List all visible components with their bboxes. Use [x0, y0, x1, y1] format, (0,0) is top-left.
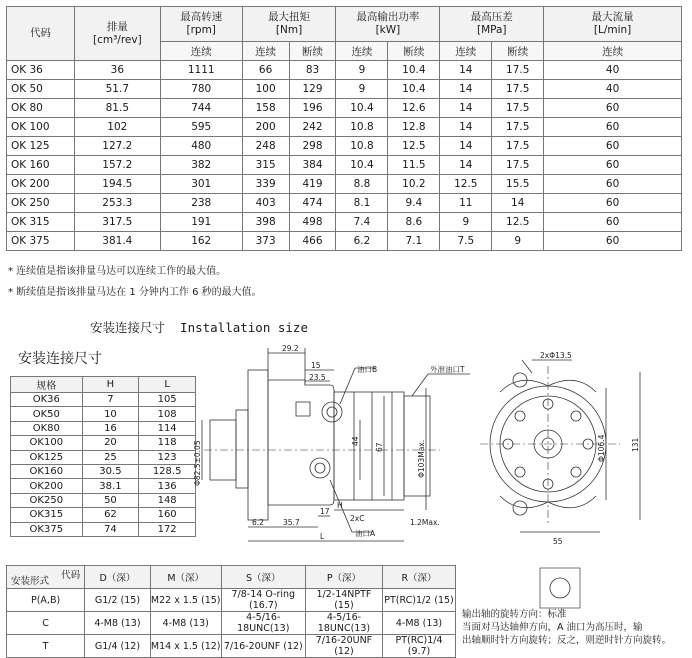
hl-row-cell: 25: [82, 450, 139, 464]
port-corner-bottom: 安装形式: [11, 576, 50, 587]
dim-h: H: [337, 501, 343, 510]
port-corner-top: 代码: [61, 570, 81, 581]
spec-row: [7, 99, 682, 118]
drain-port-side: [296, 402, 310, 416]
hl-row-cell: OK250: [11, 493, 83, 507]
spec-row-cell: 191: [160, 213, 242, 232]
dim-2x13-5: 2xΦ13.5: [540, 351, 572, 360]
spec-row-cell: 12.5: [388, 137, 440, 156]
spec-row-cell: 10.4: [388, 61, 440, 80]
spec-row-cell: 60: [544, 232, 682, 251]
spec-row-cell: 200: [242, 118, 289, 137]
port-row-cell: 7/16-20UNF (12): [221, 635, 305, 658]
spec-row: [7, 118, 682, 137]
header-max-pressure-unit: [MPa]: [476, 24, 507, 36]
spec-row-cell: 81.5: [74, 99, 160, 118]
hl-row-cell: 148: [139, 493, 196, 507]
install-subheading: 安装连接尺寸: [18, 351, 102, 367]
header-max-speed-label: 最高转速: [180, 11, 223, 23]
port-corner: [7, 566, 85, 589]
spec-row-cell: 17.5: [492, 80, 544, 99]
spec-row-cell: 196: [289, 99, 336, 118]
spec-row-cell: 102: [74, 118, 160, 137]
shaft-shoulder: [236, 410, 248, 488]
spec-row-cell: 381.4: [74, 232, 160, 251]
port-header: M（深）: [150, 566, 221, 589]
hl-row: [11, 479, 196, 493]
spec-row-cell: 9: [336, 80, 388, 99]
spec-row: [7, 156, 682, 175]
hl-row-cell: OK375: [11, 522, 83, 536]
spec-row-cell: 12.5: [492, 213, 544, 232]
spec-row: [7, 194, 682, 213]
rotation-note-line3: 出轴顺时针方向旋转；反之，则逆时针方向旋转。: [462, 635, 672, 646]
spec-row-cell: 14: [492, 194, 544, 213]
spec-row-cell: 12.8: [388, 118, 440, 137]
spec-row-cell: OK 375: [7, 232, 75, 251]
install-heading: 安装连接尺寸 Installation size: [90, 320, 308, 335]
header-displacement-label: 排量: [106, 20, 128, 33]
hl-row-cell: 74: [82, 522, 139, 536]
port-table: [6, 565, 456, 658]
spec-row-cell: 10.2: [388, 175, 440, 194]
spec-row-cell: 339: [242, 175, 289, 194]
spec-row-cell: 373: [242, 232, 289, 251]
spec-row-cell: 10.8: [336, 118, 388, 137]
sub-intermittent: 断续: [388, 42, 440, 61]
dim-6-2: 6.2: [252, 518, 264, 527]
spec-row-cell: 11.5: [388, 156, 440, 175]
spec-row-cell: 780: [160, 80, 242, 99]
spec-row-cell: 6.2: [336, 232, 388, 251]
spec-table-body: [7, 61, 682, 251]
sub-intermittent: 断续: [492, 42, 544, 61]
header-code: 代码: [7, 7, 75, 61]
spec-row-cell: 127.2: [74, 137, 160, 156]
spec-row-cell: 14: [440, 61, 492, 80]
hl-row: [11, 508, 196, 522]
spec-row-cell: OK 125: [7, 137, 75, 156]
dim-17: 17: [320, 507, 330, 516]
spec-row-cell: 10.4: [388, 80, 440, 99]
spec-row-cell: 14: [440, 80, 492, 99]
spec-row: [7, 213, 682, 232]
motor-body: [268, 380, 334, 505]
hl-row-cell: 128.5: [139, 464, 196, 478]
header-max-torque-label: 最大扭矩: [268, 11, 311, 23]
spec-row: [7, 232, 682, 251]
spec-row-cell: 474: [289, 194, 336, 213]
sub-continuous: 连续: [242, 42, 289, 61]
hl-header: H: [82, 377, 139, 393]
spec-row-cell: OK 160: [7, 156, 75, 175]
spec-row-cell: 744: [160, 99, 242, 118]
hl-row: [11, 464, 196, 478]
port-row-cell: PT(RC)1/4 (9.7): [383, 635, 456, 658]
spec-row-cell: 298: [289, 137, 336, 156]
spec-row-cell: 40: [544, 61, 682, 80]
dim-1-2max: 1.2Max.: [410, 518, 440, 527]
note-continuous: * 连续值是指该排量马达可以连续工作的最大值。: [8, 266, 227, 277]
port-row-cell: 4-M8 (13): [150, 612, 221, 635]
spec-row-cell: 9: [440, 213, 492, 232]
spec-row-cell: 60: [544, 156, 682, 175]
hl-table-header: [11, 377, 196, 393]
rotation-note-line1: 输出轴的旋转方向：标准: [462, 609, 567, 620]
port-row-cell: M22 x 1.5 (15): [150, 589, 221, 612]
spec-row-cell: 8.1: [336, 194, 388, 213]
hl-row: [11, 421, 196, 435]
spec-row-cell: OK 80: [7, 99, 75, 118]
spec-row-cell: OK 50: [7, 80, 75, 99]
dim-82-5: Φ82.5±0.05: [193, 440, 202, 486]
hl-row: [11, 450, 196, 464]
spec-row-cell: 317.5: [74, 213, 160, 232]
dim-23-5: 23.5: [309, 373, 326, 382]
spec-row-cell: 301: [160, 175, 242, 194]
hl-row-cell: OK100: [11, 436, 83, 450]
hl-row-cell: 16: [82, 421, 139, 435]
spec-row-cell: 17.5: [492, 118, 544, 137]
hl-row-cell: OK200: [11, 479, 83, 493]
spec-row: [7, 80, 682, 99]
sub-continuous: 连续: [544, 42, 682, 61]
spec-row-cell: OK 250: [7, 194, 75, 213]
header-max-torque: [242, 7, 336, 42]
hl-row-cell: OK315: [11, 508, 83, 522]
spec-row-cell: 17.5: [492, 137, 544, 156]
spec-row-cell: 242: [289, 118, 336, 137]
port-header: P（深）: [305, 566, 382, 589]
dim-2xc: 2xC: [350, 514, 365, 523]
spec-row-cell: 40: [544, 80, 682, 99]
hl-row-cell: OK80: [11, 421, 83, 435]
dim-131: 131: [631, 437, 640, 452]
spec-row-cell: 10.8: [336, 137, 388, 156]
sub-continuous: 连续: [160, 42, 242, 61]
port-row-cell: 7/16-20UNF (12): [305, 635, 382, 658]
header-max-speed-unit: [rpm]: [186, 24, 216, 36]
spec-row-cell: 14: [440, 118, 492, 137]
port-row: [7, 589, 456, 612]
spec-row-cell: 8.6: [388, 213, 440, 232]
header-displacement-unit: [cm³/rev]: [92, 33, 142, 46]
spec-row-cell: 14: [440, 156, 492, 175]
spec-row-cell: 60: [544, 194, 682, 213]
hl-row-cell: 136: [139, 479, 196, 493]
spec-row-cell: 12.6: [388, 99, 440, 118]
port-row-cell: G1/2 (15): [85, 589, 151, 612]
spec-row-cell: 60: [544, 175, 682, 194]
spec-row-cell: 9.4: [388, 194, 440, 213]
spec-row-cell: 60: [544, 99, 682, 118]
hl-row-cell: 108: [139, 407, 196, 421]
hl-row: [11, 522, 196, 536]
spec-row-cell: 253.3: [74, 194, 160, 213]
port-b-side: [322, 402, 342, 422]
hl-row-cell: 62: [82, 508, 139, 522]
hl-row-cell: 7: [82, 393, 139, 407]
spec-row: [7, 61, 682, 80]
rotation-note-line2: 当面对马达轴伸方向，A 油口为高压时，输: [462, 622, 643, 633]
hl-row-cell: 10: [82, 407, 139, 421]
spec-row-cell: 498: [289, 213, 336, 232]
mounting-flange: [248, 370, 268, 520]
hl-table: [10, 376, 196, 537]
port-row-cell: 4-5/16-18UNC(13): [221, 612, 305, 635]
rotor-housing: [334, 392, 404, 500]
hl-row: [11, 436, 196, 450]
spec-row-cell: 7.4: [336, 213, 388, 232]
spec-row-cell: 162: [160, 232, 242, 251]
spec-row-cell: 398: [242, 213, 289, 232]
spec-row-cell: 129: [289, 80, 336, 99]
spec-table: [6, 6, 682, 251]
spec-row-cell: 595: [160, 118, 242, 137]
spec-row-cell: 419: [289, 175, 336, 194]
spec-row-cell: 36: [74, 61, 160, 80]
header-displacement: [74, 7, 160, 61]
note-intermittent: * 断续值是指该排量马达在 1 分钟内工作 6 秒的最大值。: [8, 287, 262, 298]
hl-table-body: [11, 393, 196, 537]
spec-row-cell: 194.5: [74, 175, 160, 194]
spec-row-cell: 15.5: [492, 175, 544, 194]
port-header: D（深）: [85, 566, 151, 589]
spec-row: [7, 137, 682, 156]
hl-row-cell: 114: [139, 421, 196, 435]
hl-header: 规格: [11, 377, 83, 393]
hl-row-cell: 30.5: [82, 464, 139, 478]
spec-row-cell: 7.5: [440, 232, 492, 251]
dim-67: 67: [375, 442, 384, 452]
port-row-cell: 4-M8 (13): [85, 612, 151, 635]
spec-row-cell: 1111: [160, 61, 242, 80]
spec-row-cell: 480: [160, 137, 242, 156]
spec-row-cell: 60: [544, 118, 682, 137]
port-header: R（深）: [383, 566, 456, 589]
hl-row: [11, 407, 196, 421]
spec-row-cell: 14: [440, 137, 492, 156]
dim-35-7: 35.7: [283, 518, 300, 527]
spec-row-cell: 8.8: [336, 175, 388, 194]
hl-row-cell: 20: [82, 436, 139, 450]
hl-row-cell: 105: [139, 393, 196, 407]
spec-row-cell: 315: [242, 156, 289, 175]
hl-header: L: [139, 377, 196, 393]
port-row-cell: P(A,B): [7, 589, 85, 612]
label-port-b: 油口B: [357, 365, 378, 374]
spec-row-cell: 9: [336, 61, 388, 80]
hl-row-cell: 123: [139, 450, 196, 464]
port-row-cell: 4-M8 (13): [383, 612, 456, 635]
spec-row-cell: 14: [440, 99, 492, 118]
hl-row-cell: OK160: [11, 464, 83, 478]
port-a-side: [310, 458, 330, 478]
sub-continuous: 连续: [440, 42, 492, 61]
hl-row-cell: OK50: [11, 407, 83, 421]
port-row: [7, 635, 456, 658]
spec-row: [7, 175, 682, 194]
label-drain-t: 外泄油口T: [430, 365, 465, 374]
spec-row-cell: 60: [544, 137, 682, 156]
dim-29-2: 29.2: [282, 344, 299, 353]
port-row-cell: T: [7, 635, 85, 658]
label-port-a: 油口A: [355, 529, 376, 538]
spec-row-cell: 11: [440, 194, 492, 213]
header-max-flow: [544, 7, 682, 42]
dim-106-4: Φ106.4: [597, 434, 606, 462]
spec-row-cell: 403: [242, 194, 289, 213]
hl-row: [11, 393, 196, 407]
hl-row-cell: 118: [139, 436, 196, 450]
spec-row-cell: OK 100: [7, 118, 75, 137]
dim-44: 44: [351, 436, 360, 446]
spec-row-cell: 158: [242, 99, 289, 118]
port-row-cell: G1/4 (12): [85, 635, 151, 658]
port-row-cell: 7/8-14 O-ring (16.7): [221, 589, 305, 612]
spec-row-cell: 17.5: [492, 61, 544, 80]
hl-row-cell: 160: [139, 508, 196, 522]
header-max-torque-unit: [Nm]: [275, 24, 303, 36]
header-max-pressure: [440, 7, 544, 42]
dim-103max: Φ103Max.: [417, 439, 426, 478]
dim-55: 55: [553, 537, 563, 546]
spec-row-cell: 7.1: [388, 232, 440, 251]
hl-row-cell: OK36: [11, 393, 83, 407]
spec-row-cell: 466: [289, 232, 336, 251]
spec-row-cell: 238: [160, 194, 242, 213]
installation-drawing: [193, 338, 690, 564]
spec-row-cell: 9: [492, 232, 544, 251]
spec-row-cell: OK 315: [7, 213, 75, 232]
spec-row-cell: 100: [242, 80, 289, 99]
port-row-cell: C: [7, 612, 85, 635]
spec-row-cell: 60: [544, 213, 682, 232]
spec-row-cell: 157.2: [74, 156, 160, 175]
spec-row-cell: 248: [242, 137, 289, 156]
port-header: S（深）: [221, 566, 305, 589]
spec-row-cell: 17.5: [492, 99, 544, 118]
spec-row-cell: 10.4: [336, 99, 388, 118]
port-row: [7, 612, 456, 635]
spec-row-cell: 10.4: [336, 156, 388, 175]
hl-row: [11, 493, 196, 507]
sub-continuous: 连续: [336, 42, 388, 61]
header-max-power-unit: [kW]: [375, 24, 401, 36]
port-row-cell: PT(RC)1/2 (15): [383, 589, 456, 612]
spec-row-cell: 384: [289, 156, 336, 175]
port-table-body: [7, 589, 456, 658]
spec-row-cell: 17.5: [492, 156, 544, 175]
spec-row-cell: 12.5: [440, 175, 492, 194]
port-row-cell: 4-5/16-18UNC(13): [305, 612, 382, 635]
port-row-cell: 1/2-14NPTF (15): [305, 589, 382, 612]
hl-row-cell: OK125: [11, 450, 83, 464]
header-max-pressure-label: 最高压差: [470, 11, 513, 23]
dim-l: L: [320, 532, 325, 541]
header-max-flow-label: 最大流量: [591, 11, 634, 23]
header-max-power-label: 最高输出功率: [356, 11, 420, 23]
header-max-power: [336, 7, 440, 42]
hl-row-cell: 50: [82, 493, 139, 507]
hl-row-cell: 172: [139, 522, 196, 536]
sub-intermittent: 断续: [289, 42, 336, 61]
spec-row-cell: OK 200: [7, 175, 75, 194]
port-row-cell: M14 x 1.5 (12): [150, 635, 221, 658]
header-max-speed: [160, 7, 242, 42]
spec-row-cell: 382: [160, 156, 242, 175]
spec-row-cell: 83: [289, 61, 336, 80]
header-max-flow-unit: [L/min]: [593, 24, 632, 36]
spec-row-cell: 51.7: [74, 80, 160, 99]
dim-15: 15: [311, 361, 321, 370]
spec-row-cell: OK 36: [7, 61, 75, 80]
hl-row-cell: 38.1: [82, 479, 139, 493]
spec-row-cell: 66: [242, 61, 289, 80]
rotation-note: [462, 608, 688, 647]
